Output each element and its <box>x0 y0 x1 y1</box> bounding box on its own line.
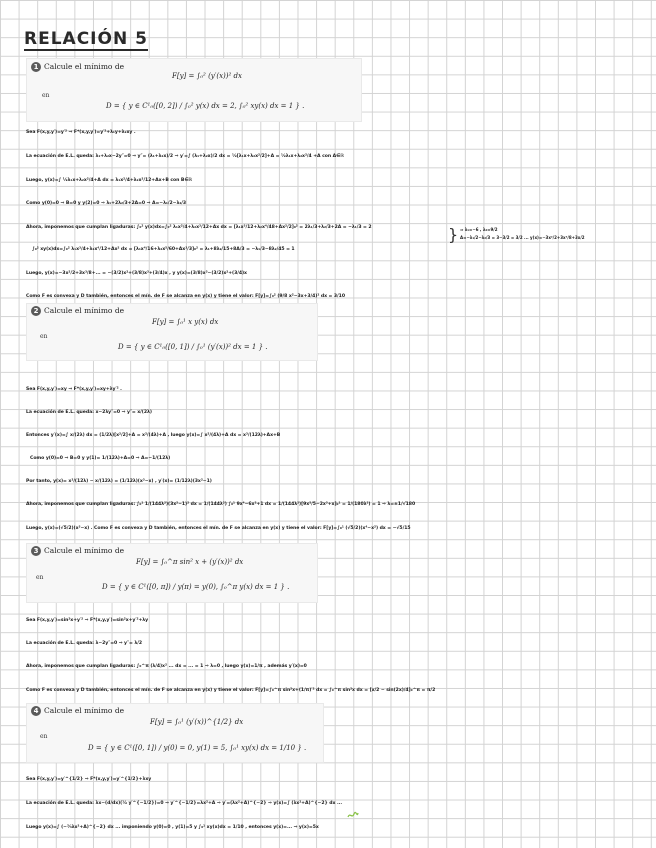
work-line: Luego, y(x)=(√5/2)(x³−x) . Como F es convexa y D también, entonces el mín. de F se alcanza en y(x) y tiene el valor: F[y]=∫₀¹ (√5/2)(x⁴−x²) dx = −√5/15 <box>26 526 411 531</box>
work-line: Entonces y′(x)=∫ x/(2λ) dx = (1/2λ)[x²/2]+A = x²/(4λ)+A , luego y(x)=∫ x²/(4λ)+A dx = x³/(12λ)+Ax+B <box>26 433 281 438</box>
work-line: Ahora, imponemos que cumplan ligaduras: ∫₀¹ 1/(144λ²)(3x²−1)² dx = 1/(144λ²) ∫₀¹ 9x⁴−6x²+1 dx = 1/(144λ²)[9x⁵/5−2x³+x]₀¹ = 1/(180λ²) = 1 ⇒ λ=±1/√180 <box>26 502 416 507</box>
work-line: Sea F(x,y,y′)=y′² ⇒ F*(x,y,y′)=y′²+λ₁y+λ₂xy . <box>26 130 136 135</box>
problem-statement: Calcule el mínimo de <box>44 546 125 555</box>
problem-number: 3 <box>31 546 41 556</box>
problem-domain: D = { y ∈ C¹([0, 1]) / y(0) = 0, y(1) = 5, ∫₀¹ xy(x) dx = 1/10 } . <box>88 744 307 752</box>
work-line: Sea F(x,y,y′)=sin²x+y′² ⇒ F*(x,y,y′)=sin²x+y′²+λy <box>26 618 149 623</box>
side-note: A=−λ₁/2−λ₂/3 = 3−3/2 = 3/2 ... y(x)=−3x²/2+3x³/8+3x/2 <box>460 235 585 240</box>
work-line: Sea F(x,y,y′)=xy ⇒ F*(x,y,y′)=xy+λy′² . <box>26 387 122 392</box>
problem-functional: F[y] = ∫₀² (y′(x))² dx <box>172 72 242 80</box>
side-note: ⇒ λ₁=−6 , λ₂=9/2 <box>460 227 498 232</box>
problem-domain: D = { y ∈ C¹₀([0, 1]) / ∫₀¹ (y′(x))² dx = 1 } . <box>118 343 268 351</box>
work-line: Como y(0)=0 ⇒ B=0 y y(1)= 1/(12λ)+A=0 ⇒ A=−1/(12λ) <box>30 456 171 461</box>
work-line: Luego y(x)=∫ (−⅔λx³+A)^{−2} dx ... imponiendo y(0)=0 , y(1)=5 y ∫₀¹ xy(x)dx = 1/10 , entonces y(x)=... ⇒ y(x)=5x <box>26 825 319 830</box>
work-line: Ahora, imponemos que cumplan ligaduras: ∫₀² y(x)dx=∫₀² λ₁x²/4+λ₂x³/12+Ax dx = [λ₁x³/12+λ₂x⁴/48+Ax²/2]₀² = 2λ₁/3+λ₂/3+2A = −λ₁/3 = 2 <box>26 225 372 230</box>
work-line: La ecuación de E.L. queda: x−2λy″=0 ⇒ y″= x/(2λ) <box>26 410 152 415</box>
work-line: La ecuación de E.L. queda: λx−(d/dx)(½ y′^{−1/2})=0 ⇒ y′^{−1/2}=λx²+A ⇒ y′=(λx²+A)^{−2} ⇒ y(x)=∫ (λx²+A)^{−2} dx ... <box>26 801 343 806</box>
work-line: La ecuación de E.L. queda: λ₁+λ₂x−2y″=0 ⇒ y″= (λ₁+λ₂x)/2 ⇒ y′=∫ (λ₁+λ₂x)/2 dx = ½[λ₁x+λ₂x²/2]+A = ½λ₁x+λ₂x²/4 +A con A∈ℝ <box>26 154 344 159</box>
problem-domain: D = { y ∈ C¹([0, π]) / y(π) = y(0), ∫₀^π y(x) dx = 1 } . <box>102 583 290 591</box>
work-line: ∫₀² xy(x)dx=∫₀² λ₁x³/4+λ₂x⁴/12+Ax² dx = [λ₁x⁴/16+λ₂x⁵/60+Ax³/3]₀² = λ₁+8λ₂/15+8A/3 = −λ₁/3−8λ₂/45 = 1 <box>32 247 295 252</box>
work-line: Por tanto, y(x)= x³/(12λ) − x/(12λ) = (1/12λ)(x³−x) , y′(x)= (1/12λ)(3x²−1) <box>26 479 212 484</box>
system-brace: } <box>448 225 459 244</box>
work-line: La ecuación de E.L. queda: λ−2y″=0 ⇒ y″= λ/2 <box>26 641 142 646</box>
work-line: Ahora, imponemos que cumplan ligaduras: ∫₀^π (λ/4)x² ... dx = ... = 1 ⇒ λ=0 , luego y(x)=1/π , además y′(x)=0 <box>26 664 307 669</box>
work-line: Luego, y(x)=−3x²/2+3x³/8+... = −(3/2)x²+(3/8)x³+(3/4)x , y y(x)=(3/8)x³−(3/2)x²+(3/4)x <box>26 271 247 276</box>
problem-functional: F[y] = ∫₀¹ (y′(x))^{1/2} dx <box>150 718 244 726</box>
work-line: Sea F(x,y,y′)=y′^{1/2} ⇒ F*(x,y,y′)=y′^{1/2}+λxy <box>26 777 152 782</box>
en-label: en <box>36 574 44 581</box>
problem-statement: Calcule el mínimo de <box>44 62 125 71</box>
work-line: Como F es convexa y D también, entonces el mín. de F se alcanza en y(x) y tiene el valor: F[y]=∫₀^π sin²x+(1/π)′² dx = ∫₀^π sin²x dx = [x/2 − sin(2x)/4]₀^π = π/2 <box>26 688 436 693</box>
problem-number: 1 <box>31 62 41 72</box>
problem-statement: Calcule el mínimo de <box>44 306 125 315</box>
problem-functional: F[y] = ∫₀¹ x y(x) dx <box>152 318 219 326</box>
en-label: en <box>40 733 48 740</box>
en-label: en <box>40 333 48 340</box>
work-line: Como y(0)=0 ⇒ B=0 y y(2)=0 ⇒ λ₁+2λ₂/3+2A=0 ⇒ A=−λ₁/2−λ₂/3 <box>26 201 187 206</box>
problem-number: 2 <box>31 306 41 316</box>
problem-domain: D = { y ∈ C¹₀([0, 2]) / ∫₀² y(x) dx = 2, ∫₀² xy(x) dx = 1 } . <box>106 102 305 110</box>
problem-statement: Calcule el mínimo de <box>44 706 125 715</box>
work-line: Como F es convexa y D también, entonces el mín. de F se alcanza en y(x) y tiene el valor: F[y]=∫₀² (9/8 x²−3x+3/4)² dx = 3/10 <box>26 294 345 299</box>
page-title: RELACIÓN 5 <box>24 29 148 49</box>
en-label: en <box>42 92 50 99</box>
problem-number: 4 <box>31 706 41 716</box>
problem-functional: F[y] = ∫₀^π sin² x + (y′(x))² dx <box>136 558 244 566</box>
annotation-mark-icon <box>347 810 359 820</box>
work-line: Luego, y(x)=∫ ½λ₁x+λ₂x²/4+A dx = λ₁x²/4+λ₂x³/12+Ax+B con B∈ℝ <box>26 178 193 183</box>
